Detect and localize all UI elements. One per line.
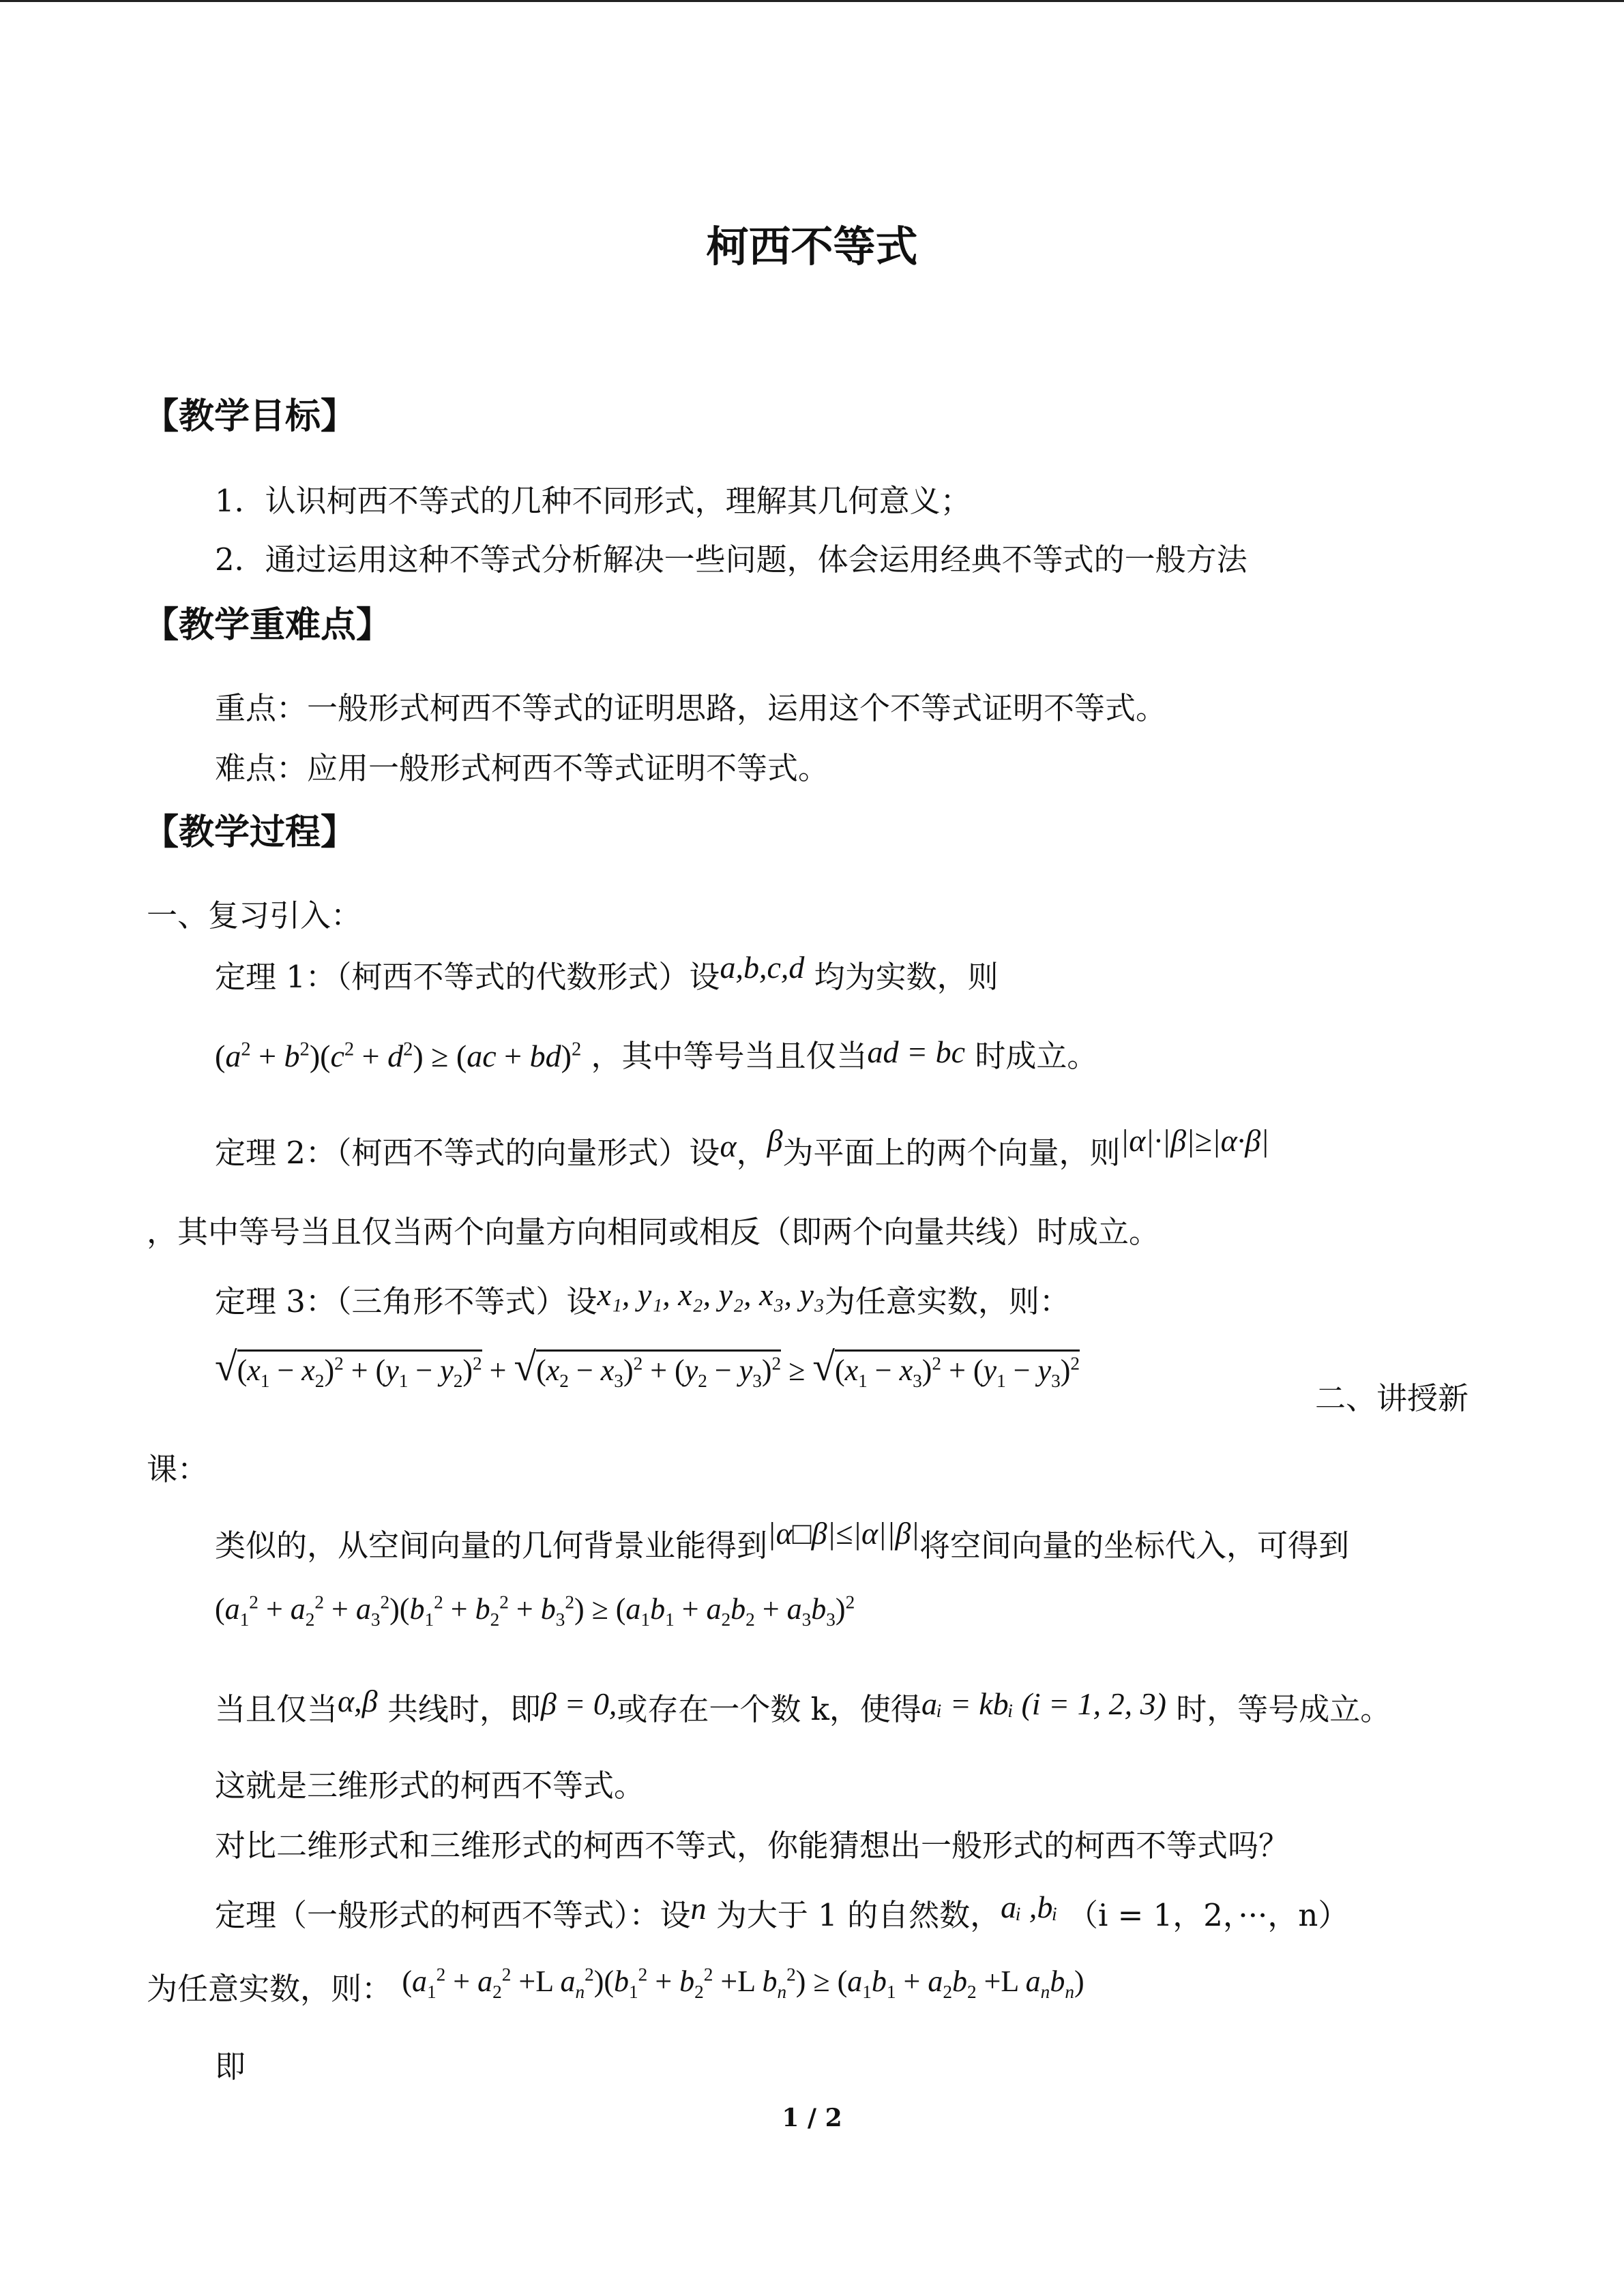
new-lesson-p2-mid1: 共线时，即 <box>387 1691 541 1727</box>
new-lesson-p2-prefix: 当且仅当 <box>215 1691 338 1727</box>
section-heading-process: 【教学过程】 <box>143 812 357 853</box>
general-theorem-ab: aᵢ ,bᵢ <box>1001 1890 1058 1924</box>
theorem-1-eq-prefix: ，其中等号当且仅当 <box>591 1038 868 1074</box>
theorem-2-beta: β <box>767 1123 783 1158</box>
theorem-1-line <box>215 952 999 996</box>
section-heading-objectives: 【教学目标】 <box>143 396 357 437</box>
theorem-2-alpha: α <box>720 1129 737 1163</box>
keypoint-difficult: 难点：应用一般形式柯西不等式证明不等式。 <box>215 750 829 786</box>
new-lesson-p1-suffix: 将空间向量的坐标代入，可得到 <box>919 1527 1350 1564</box>
page-title: 柯西不等式 <box>706 222 918 271</box>
theorem-2-mid: 为平面上的两个向量，则 <box>782 1135 1121 1171</box>
new-lesson-heading-a: 二、讲授新 <box>1315 1380 1469 1416</box>
new-lesson-p2-cond: aᵢ = kbᵢ (i = 1, 2, 3) <box>921 1686 1166 1721</box>
general-theorem-line2-prefix: 为任意实数，则： <box>147 1971 393 2007</box>
theorem-1-vars: a,b,c,d <box>720 950 805 985</box>
three-dim-cauchy-formula: $(a_1^2 + a_2^2 + a_3^2)(b_1^2 + b_2^2 + b_3^2) \ge (a_1b_1 + a_2b_2 + a_3b_3)^2$ <box>215 1592 855 1630</box>
new-lesson-heading-b: 课： <box>147 1451 209 1487</box>
theorem-3-line <box>215 1277 1070 1321</box>
objective-item-1: 1．认识柯西不等式的几种不同形式，理解其几何意义； <box>215 483 971 519</box>
theorem-3-vars: x₁, y₁, x₂, y₂, x₃, y₃ <box>597 1277 825 1312</box>
section-heading-keypoints: 【教学重难点】 <box>143 605 392 646</box>
general-theorem-line-2 <box>147 1964 1084 2011</box>
page-number: 1 / 2 <box>782 2104 842 2132</box>
general-theorem-range: （i = 1，2，···，n） <box>1067 1897 1349 1933</box>
new-lesson-p2-beta0: β = 0, <box>540 1686 617 1721</box>
new-lesson-p2-ab: α,β <box>338 1684 378 1718</box>
theorem-1-eq-cond: ad = bc <box>867 1034 966 1069</box>
theorem-1-eq-suffix: 时成立。 <box>975 1038 1098 1074</box>
theorem-1-formula: $(a^2 + b^2)(c^2 + d^2) \ge (ac + bd)^2$ <box>215 1039 582 1073</box>
objective-item-2: 2．通过运用这种不等式分析解决一些问题，体会运用经典不等式的一般方法 <box>215 541 1247 578</box>
general-theorem-prefix: 定理（一般形式的柯西不等式）：设 <box>215 1897 691 1933</box>
general-theorem-mid: 为大于 1 的自然数， <box>715 1897 1001 1933</box>
theorem-2-formula: |α|·|β|≥|α·β| <box>1120 1123 1269 1158</box>
new-lesson-p2-suffix: 时，等号成立。 <box>1176 1691 1391 1727</box>
general-cauchy-formula: ($a_1^2 + a_2^2 +L$ $a_n^2)(b_1^2 + b_2^2 +L$ $b_n^2) \ge (a_1b_1 + a_2b_2 +L$ $a_nb_n$) <box>402 1964 1084 2002</box>
theorem-3-suffix: 为任意实数，则： <box>824 1283 1070 1320</box>
new-lesson-p1 <box>215 1516 1350 1565</box>
review-heading: 一、复习引入： <box>147 897 362 934</box>
theorem-1-prefix: 定理 1：（柯西不等式的代数形式）设 <box>215 959 720 995</box>
new-lesson-p3: 这就是三维形式的柯西不等式。 <box>215 1768 645 1804</box>
triangle-inequality-formula: $√(x_1 - x_2)^2 + (y_1 - y_2)^2 + √(x_2 - x_3)^2 + (y_2 - y_3)^2 \ge √(x_1 - x_3)^2 + (y_1 - y_3)^2$ <box>215 1344 1080 1391</box>
new-lesson-p1-formula: |α□β|≤|α||β| <box>767 1516 920 1551</box>
theorem-1-formula-line <box>215 1031 1097 1075</box>
general-theorem-n: n <box>690 1891 707 1926</box>
theorem-2-condition: ，其中等号当且仅当两个向量方向相同或相反（即两个向量共线）时成立。 <box>147 1214 1160 1250</box>
theorem-2-line <box>215 1123 1269 1172</box>
theorem-3-prefix: 定理 3：（三角形不等式）设 <box>215 1283 597 1320</box>
keypoint-key: 重点：一般形式柯西不等式的证明思路，运用这个不等式证明不等式。 <box>215 690 1167 726</box>
new-lesson-p4: 对比二维形式和三维形式的柯西不等式，你能猜想出一般形式的柯西不等式吗？ <box>215 1828 1290 1864</box>
general-theorem-line-1 <box>215 1890 1348 1935</box>
new-lesson-p2 <box>215 1684 1391 1729</box>
new-lesson-p2-mid2: 或存在一个数 k，使得 <box>617 1691 921 1727</box>
ji-text: 即 <box>215 2048 246 2085</box>
new-lesson-p1-prefix: 类似的，从空间向量的几何背景业能得到 <box>215 1527 768 1564</box>
theorem-2-prefix: 定理 2：（柯西不等式的向量形式）设 <box>215 1135 720 1171</box>
theorem-2-comma: ， <box>736 1135 767 1171</box>
theorem-1-suffix: 均为实数，则 <box>814 959 999 995</box>
